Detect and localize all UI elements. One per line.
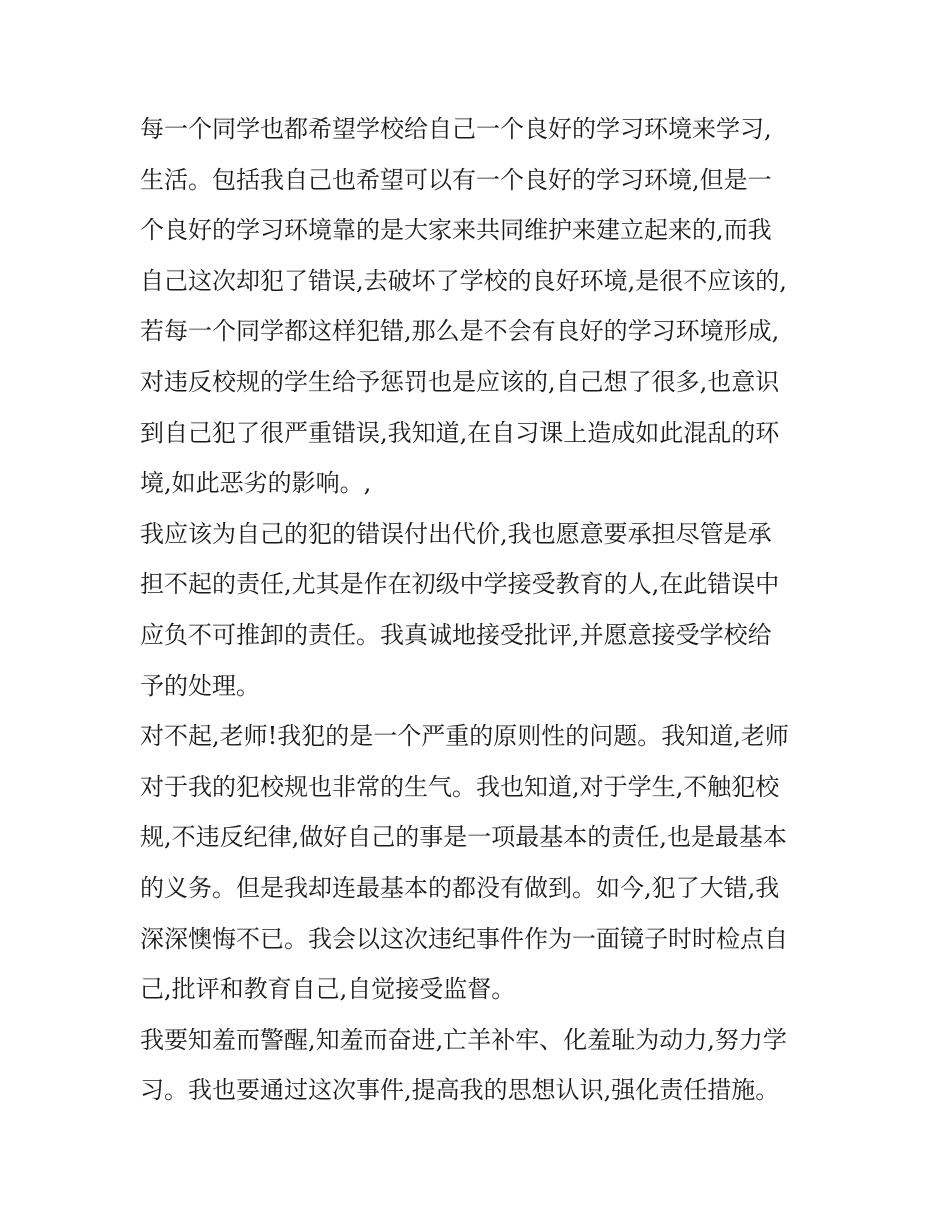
text-line: 境,如此恶劣的影响。, (140, 469, 372, 498)
text-line: 深深懊悔不已。我会以这次违纪事件作为一面镜子时时检点自 (140, 924, 788, 953)
text-line: 若每一个同学都这样犯错,那么是不会有良好的学习环境形成, (140, 317, 780, 346)
text-line: 生活。包括我自己也希望可以有一个良好的学习环境,但是一 (140, 165, 772, 194)
text-line: 对违反校规的学生给予惩罚也是应该的,自己想了很多,也意识 (140, 367, 780, 396)
text-line: 我要知羞而警醒,知羞而奋进,亡羊补牢、化羞耻为动力,努力学 (140, 1025, 787, 1054)
text-line: 己,批评和教育自己,自觉接受监督。 (140, 975, 516, 1004)
text-line: 个良好的学习环境靠的是大家来共同维护来建立起来的,而我 (140, 216, 772, 245)
text-line: 我应该为自己的犯的错误付出代价,我也愿意要承担尽管是承 (140, 519, 772, 548)
text-line: 到自己犯了很严重错误,我知道,在自习课上造成如此混乱的环 (140, 418, 780, 447)
text-line: 予的处理。 (140, 671, 260, 700)
text-line: 担不起的责任,尤其是作在初级中学接受教育的人,在此错误中 (140, 570, 780, 599)
text-line: 习。我也要通过这次事件,提高我的思想认识,强化责任措施。 (140, 1076, 780, 1105)
text-line: 规,不违反纪律,做好自己的事是一项最基本的责任,也是最基本 (140, 823, 787, 852)
text-line: 应负不可推卸的责任。我真诚地接受批评,并愿意接受学校给 (140, 620, 772, 649)
text-line: 对不起,老师!我犯的是一个严重的原则性的问题。我知道,老师 (140, 722, 789, 751)
text-line: 每一个同学也都希望学校给自己一个良好的学习环境来学习, (140, 115, 772, 143)
document-body (140, 104, 812, 1116)
text-line: 的义务。但是我却连最基本的都没有做到。如今,犯了大错,我 (140, 873, 780, 902)
text-line: 对于我的犯校规也非常的生气。我也知道,对于学生,不触犯校 (140, 772, 780, 801)
text-line: 自己这次却犯了错误,去破坏了学校的良好环境,是很不应该的, (140, 266, 787, 295)
